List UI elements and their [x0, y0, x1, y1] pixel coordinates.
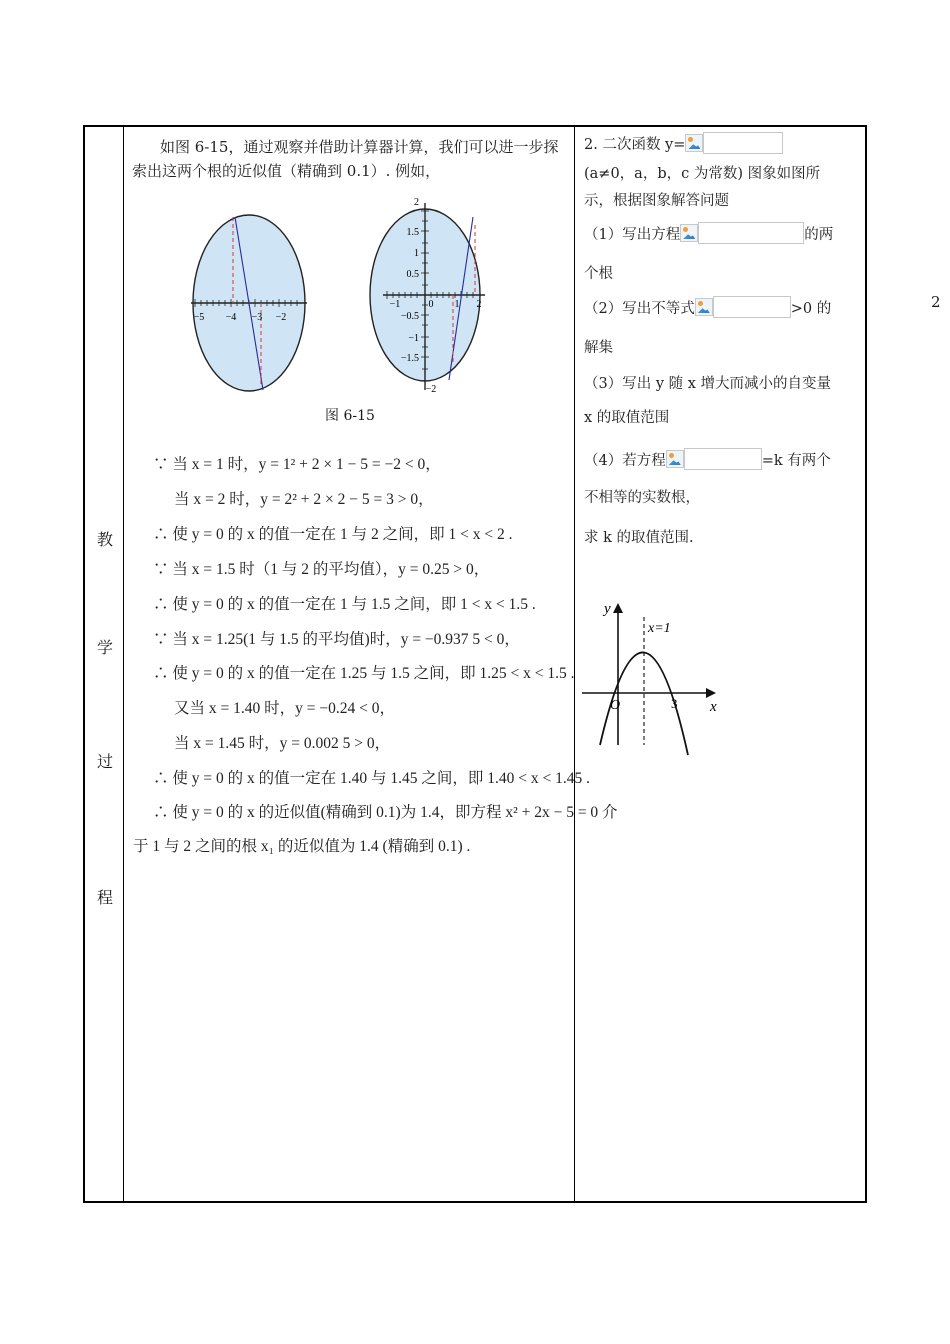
subquestion-4-cont: 不相等的实数根， [584, 490, 700, 506]
right-x-tick-label: −1 [389, 299, 401, 310]
subquestion-1-tail: 的两 [804, 227, 834, 243]
math-line: ∴ 使 y = 0 的 x 的值一定在 1 与 2 之间，即 1 < x < 2 . [153, 526, 513, 543]
subquestion-3: （3）写出 y 随 x 增大而减小的自变量 [584, 376, 832, 392]
graph-y-label: y [604, 601, 611, 617]
right-y-tick-label: −2 [425, 384, 437, 395]
question-condition: (a≠0，a，b，c 为常数) 图象如图所 [584, 166, 821, 182]
graph-x-label: x [710, 699, 717, 715]
figure-caption: 图 6-15 [325, 408, 375, 424]
question-title-text: 2. 二次函数 y= [584, 137, 686, 153]
subquestion-4-tail: =k 有两个 [761, 453, 831, 469]
intro-text: 如图 6-15，通过观察并借助计算器计算，我们可以进一步探索出这两个根的近似值（精确到 0.1）. 例如， [132, 138, 559, 180]
left-tick-label: −4 [225, 312, 237, 323]
math-line: ∴ 使 y = 0 的 x 的值一定在 1 与 1.5 之间，即 1 < x < 1.5 . [153, 596, 536, 613]
right-x-tick-label: 1 [454, 299, 460, 310]
subquestion-1-cont: 个根 [584, 266, 613, 282]
parabola-graph [578, 595, 728, 760]
formula-image-icon [685, 134, 703, 152]
math-line: ∵ 当 x = 1.25(1 与 1.5 的平均值)时，y = −0.937 5 < 0， [153, 631, 520, 648]
subquestion-2-text: （2）写出不等式 [584, 301, 695, 317]
math-line: ∵ 当 x = 1 时，y = 1² + 2 × 1 − 5 = −2 < 0， [153, 456, 441, 473]
subquestion-3-cont: x 的取值范围 [584, 410, 670, 426]
formula-image-icon [680, 224, 698, 242]
right-y-tick-label: 1.5 [406, 227, 419, 238]
subquestion-4-cont-2: 求 k 的取值范围. [584, 530, 694, 546]
subquestion-4-text: （4）若方程 [584, 453, 666, 469]
graph-origin-label: O [610, 698, 621, 713]
side-label-char: 程 [97, 888, 114, 907]
page-number: 2 [931, 293, 941, 311]
left-tick-label: −2 [275, 312, 287, 323]
subquestion-2 [584, 296, 831, 318]
side-label-char: 过 [97, 752, 114, 771]
right-y-tick-label: −0.5 [400, 311, 419, 322]
math-line: ∵ 当 x = 1.5 时（1 与 2 的平均值），y = 0.25 > 0， [153, 561, 490, 578]
right-x-tick-label: 2 [476, 299, 482, 310]
subquestion-1-text: （1）写出方程 [584, 227, 681, 243]
question-condition-2: 示，根据图象解答问题 [584, 193, 729, 209]
right-y-tick-label: −1.5 [400, 353, 419, 364]
math-line: 又当 x = 1.40 时，y = −0.24 < 0， [174, 700, 395, 717]
formula-image-icon [666, 450, 684, 468]
math-line: ∴ 使 y = 0 的 x 的值一定在 1.25 与 1.5 之间，即 1.25 < x < 1.5 . [153, 665, 575, 682]
left-tick-label: −3 [251, 312, 263, 323]
formula-image-icon [695, 298, 713, 316]
right-x-tick-label: 0 [428, 299, 434, 310]
right-y-tick-label: −1 [408, 333, 419, 344]
math-line: 当 x = 1.45 时，y = 0.002 5 > 0， [174, 735, 391, 752]
graph-tick-label: 3 [671, 696, 678, 711]
formula-box [684, 448, 762, 470]
side-label-char: 教 [97, 530, 114, 549]
side-label-char: 学 [97, 638, 114, 657]
right-y-tick-label: 0.5 [406, 269, 419, 280]
intro-paragraph [132, 135, 562, 183]
question-title [584, 132, 783, 154]
subquestion-1 [584, 222, 833, 244]
figure-6-15 [185, 195, 515, 395]
left-tick-label: −5 [193, 312, 205, 323]
subquestion-2-tail: >0 的 [790, 301, 832, 317]
formula-box [703, 132, 783, 154]
math-line: ∴ 使 y = 0 的 x 的近似值(精确到 0.1)为 1.4，即方程 x² + 2x − 5 = 0 介 [153, 804, 618, 821]
graph-axis-line-label: x=1 [648, 621, 671, 636]
math-line: 当 x = 2 时，y = 2² + 2 × 2 − 5 = 3 > 0， [174, 491, 434, 508]
formula-box [698, 222, 804, 244]
right-y-tick-label: 1 [414, 248, 419, 259]
math-line: 于 1 与 2 之间的根 x₁ 的近似值为 1.4 (精确到 0.1) . [133, 838, 471, 855]
formula-box [713, 296, 791, 318]
right-y-tick-label: 2 [414, 197, 419, 208]
subquestion-4 [584, 448, 831, 470]
math-line: ∴ 使 y = 0 的 x 的值一定在 1.40 与 1.45 之间，即 1.40 < x < 1.45 . [153, 770, 590, 787]
column-divider-left [123, 127, 124, 1201]
subquestion-2-cont: 解集 [584, 340, 613, 356]
